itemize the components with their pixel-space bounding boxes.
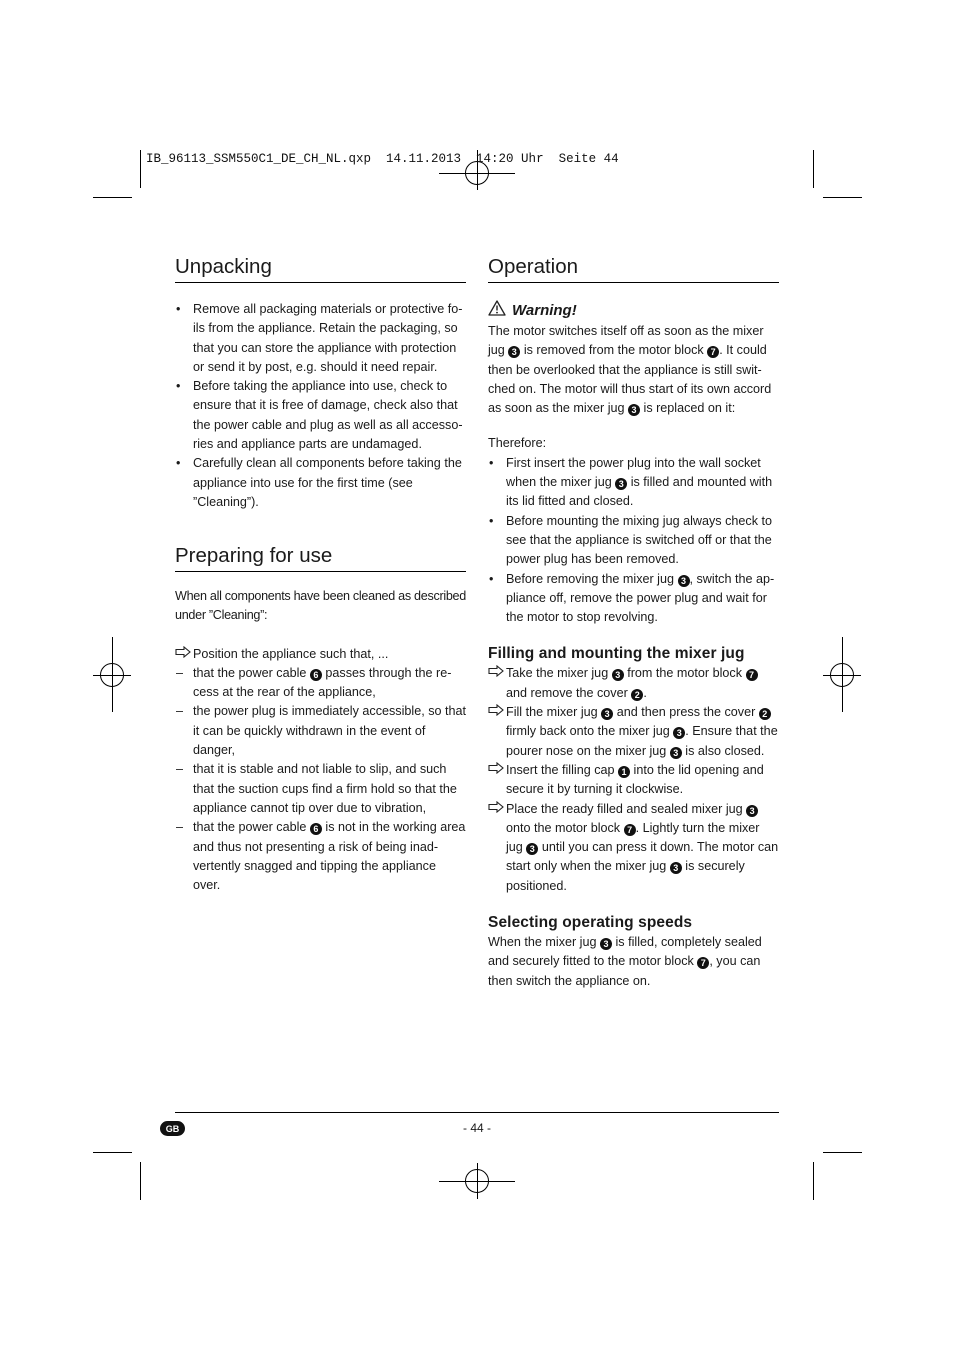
crop-mark bbox=[813, 150, 814, 188]
list-item bbox=[175, 664, 466, 703]
list-item bbox=[175, 818, 466, 895]
unpacking-list bbox=[175, 300, 466, 512]
text: until you can press it down. The motor can start only when the mixer jug bbox=[506, 840, 779, 874]
text: and remove the cover bbox=[506, 685, 628, 700]
text: and then press the cover bbox=[616, 705, 756, 720]
operation-section bbox=[488, 254, 779, 991]
crop-mark bbox=[140, 1162, 141, 1200]
text: Take the mixer jug bbox=[506, 666, 609, 681]
ref-number-badge: 7 bbox=[624, 824, 636, 836]
list-item bbox=[488, 454, 779, 512]
step-item bbox=[488, 761, 779, 800]
hollow-arrow-icon bbox=[488, 761, 504, 780]
preparing-section bbox=[175, 543, 466, 895]
warning-text bbox=[488, 322, 779, 418]
ref-number-badge: 3 bbox=[526, 843, 538, 855]
warning-heading bbox=[488, 300, 779, 322]
ref-number-badge: 7 bbox=[707, 346, 719, 358]
operation-heading: Operation bbox=[488, 254, 779, 283]
preparing-heading: Preparing for use bbox=[175, 543, 466, 572]
list-item: – that it is stable and not liable to slip, and such that the suction cups find a firm hold so that the appliance cannot tip over due to vibration, bbox=[175, 760, 466, 818]
text: . Lightly turn the mixer jug bbox=[506, 820, 760, 855]
ref-number-badge: 3 bbox=[615, 478, 627, 490]
conditions-list bbox=[175, 664, 466, 896]
ref-number-badge: 6 bbox=[310, 823, 322, 835]
text: firmly back onto the mixer jug bbox=[506, 724, 670, 739]
text: Fill the mixer jug bbox=[506, 705, 598, 720]
text: Insert the filling cap bbox=[506, 762, 615, 777]
footer-rule bbox=[175, 1112, 779, 1113]
text: is replaced on it: bbox=[643, 401, 736, 416]
ref-number-badge: 3 bbox=[678, 575, 690, 587]
list-item: • Before taking the appliance into use, check to ensure that it is free of damage, check also that the power cable and plug as well as all accesso-ries and appliance parts are undamaged. bbox=[175, 377, 466, 454]
preparing-intro: When all components have been cleaned as described under ”Cleaning”: bbox=[175, 589, 466, 623]
step-item bbox=[488, 664, 779, 703]
crop-mark bbox=[823, 197, 862, 198]
speeds-heading: Selecting operating speeds bbox=[488, 914, 693, 932]
unpacking-section bbox=[175, 254, 466, 512]
operation-list bbox=[488, 454, 779, 628]
text: is not in the working area and thus not presenting a risk of being inad-vertently snagged and tipping the appliance over. bbox=[193, 820, 466, 893]
text: is also closed. bbox=[681, 743, 765, 758]
ref-number-badge: 3 bbox=[612, 669, 624, 681]
ref-number-badge: 6 bbox=[310, 669, 322, 681]
crop-mark bbox=[813, 1162, 814, 1200]
text: onto the motor block bbox=[506, 820, 621, 835]
text: passes through the re-cess at the rear of the appliance, bbox=[193, 665, 452, 700]
crop-mark bbox=[93, 197, 132, 198]
crop-mark bbox=[93, 1152, 132, 1153]
text: Place the ready filled and sealed mixer jug bbox=[506, 801, 743, 816]
text: . It could then be overlooked that the appliance is still swit-ched on. The motor will thus start of its own accord as soon as the mixer jug bbox=[488, 343, 772, 416]
text: is filled, completely sealed and securely fitted to the motor block bbox=[488, 935, 762, 969]
ref-number-badge: 3 bbox=[508, 346, 520, 358]
hollow-arrow-icon bbox=[175, 645, 191, 664]
ref-number-badge: 3 bbox=[670, 747, 682, 759]
unpacking-heading: Unpacking bbox=[175, 254, 466, 283]
language-badge: GB bbox=[160, 1121, 185, 1136]
list-item: • Before mounting the mixing jug always check to see that the appliance is switched off or that the power plug has been removed. bbox=[488, 512, 779, 570]
ref-number-badge: 1 bbox=[618, 766, 630, 778]
hollow-arrow-icon bbox=[488, 703, 504, 722]
ref-number-badge: 3 bbox=[601, 708, 613, 720]
ref-number-badge: 2 bbox=[759, 708, 771, 720]
text: , you can then switch the appliance on. bbox=[488, 954, 761, 988]
text: When the mixer jug bbox=[488, 935, 597, 950]
text: from the motor block bbox=[627, 666, 742, 681]
file-header: IB_96113_SSM550C1_DE_CH_NL.qxp 14.11.2013 14:20 Uhr Seite 44 bbox=[146, 152, 619, 166]
ref-number-badge: 2 bbox=[631, 689, 643, 701]
filling-heading: Filling and mounting the mixer jug bbox=[488, 645, 745, 663]
warning-title: Warning! bbox=[512, 302, 577, 319]
text: First insert the power plug into the wall socket when the mixer jug bbox=[506, 455, 761, 490]
text: is filled and mounted with its lid fitted and closed. bbox=[506, 475, 773, 509]
list-item: • Remove all packaging materials or protective fo-ils from the appliance. Retain the packaging, so that you can store the appliance with protection or send it by post, e.g. should it need repair. bbox=[175, 300, 466, 377]
registration-mark bbox=[830, 663, 854, 687]
text: Before removing the mixer jug bbox=[506, 571, 674, 586]
therefore-text: Therefore: bbox=[488, 436, 547, 451]
text: is securely positioned. bbox=[506, 859, 745, 893]
page-number: - 44 - bbox=[462, 1121, 491, 1135]
step-item bbox=[488, 800, 779, 896]
text: is removed from the motor block bbox=[523, 343, 704, 358]
ref-number-badge: 3 bbox=[673, 727, 685, 739]
ref-number-badge: 7 bbox=[746, 669, 758, 681]
ref-number-badge: 7 bbox=[697, 957, 709, 969]
crop-mark bbox=[140, 150, 141, 188]
list-item bbox=[488, 570, 779, 628]
text: into the lid opening and secure it by turning it clockwise. bbox=[506, 762, 764, 797]
step-text: Position the appliance such that, ... bbox=[193, 646, 389, 661]
text: The motor switches itself off as soon as the mixer jug bbox=[488, 324, 764, 358]
hollow-arrow-icon bbox=[488, 800, 504, 819]
hollow-arrow-icon bbox=[488, 664, 504, 683]
step-item bbox=[488, 703, 779, 761]
text: . Ensure that the pourer nose on the mixer jug bbox=[506, 724, 778, 758]
ref-number-badge: 3 bbox=[670, 862, 682, 874]
ref-number-badge: 3 bbox=[628, 404, 640, 416]
list-item: • Carefully clean all components before taking the appliance into use for the first time (see ”Cleaning”). bbox=[175, 454, 466, 512]
ref-number-badge: 3 bbox=[746, 805, 758, 817]
warning-triangle-icon bbox=[488, 300, 506, 322]
step-item bbox=[175, 645, 466, 664]
ref-number-badge: 3 bbox=[600, 938, 612, 950]
registration-mark bbox=[465, 1169, 489, 1193]
speeds-text bbox=[488, 933, 779, 991]
crop-mark bbox=[823, 1152, 862, 1153]
registration-mark bbox=[100, 663, 124, 687]
list-item: – the power plug is immediately accessible, so that it can be quickly withdrawn in the event of danger, bbox=[175, 702, 466, 760]
text: , switch the ap-pliance off, remove the power plug and wait for the motor to stop revolving. bbox=[506, 571, 775, 625]
text: . bbox=[643, 685, 647, 700]
text: that the power cable bbox=[193, 665, 307, 680]
text: that the power cable bbox=[193, 820, 307, 835]
